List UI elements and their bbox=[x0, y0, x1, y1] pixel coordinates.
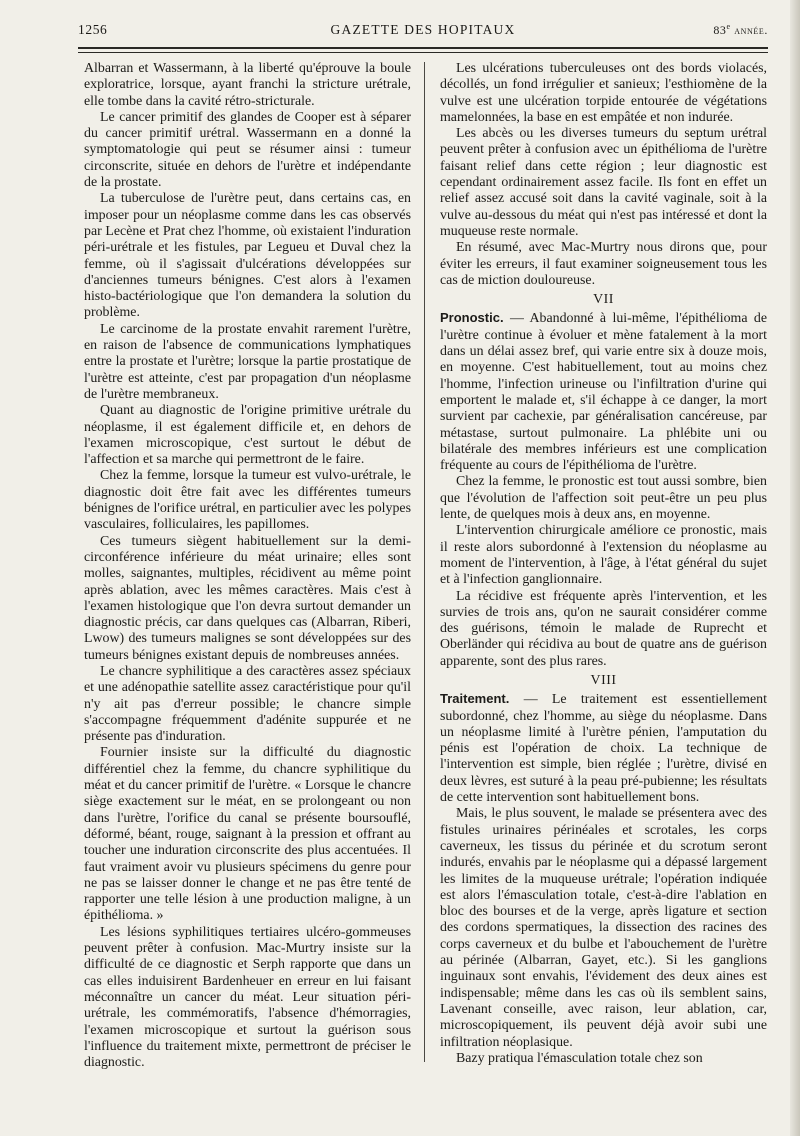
paragraph: L'intervention chirurgicale améliore ce pronostic, mais il reste alors subordonné à l'extension du néoplasme au moment de l'intervention, à l'âge, à l'état général du sujet et à l'infection ganglionnaire. bbox=[440, 523, 767, 588]
rubric-traitement: Traitement. bbox=[440, 691, 510, 707]
rubric-pronostic: Pronostic. bbox=[440, 310, 504, 326]
paragraph: Les abcès ou les diverses tumeurs du septum urétral peuvent prêter à confusion avec un épithélioma de l'urètre faisant relief dans cette région ; leur diagnostic est cependant ordinairement assez facile. Ils font en effet un relief assez accusé soit dans la cavité vaginale, soit à la vulve au-dessous du méat qui n'est pas intéressé et dont la muqueuse reste normale. bbox=[440, 126, 767, 239]
paragraph-text: — Abandonné à lui-même, l'épithélioma de l'urètre continue à évoluer et mène fatalement à la mort dans un délai assez bref, qui varie entre six à douze mois, en moyenne. C'est habituellement, tout au moins chez l'homme, l'infection urineuse ou l'infiltration d'urine qui emportent le malade et, s'il échappe à ce danger, la mort survient par cachexie, par généralisation cancéreuse, par métastase, surtout pulmonaire. La phlébite uni ou bilatérale des membres inférieurs est une complication fréquente au cours de l'épithélioma de l'urètre. bbox=[440, 311, 767, 474]
paragraph: Le cancer primitif des glandes de Cooper est à séparer du cancer primitif urétral. Wassermann en a donné la symptomatologie qui peut se résumer ainsi : tumeur circonscrite, située en dehors de l'urètre et indépendante de la prostate. bbox=[84, 109, 411, 191]
section-number-vii: VII bbox=[593, 292, 614, 308]
paragraph: Les lésions syphilitiques tertiaires ulcéro-gommeuses peuvent prêter à confusion. Mac-Murtry insiste sur la difficulté de ce diagnostic et Serph rapporte que dans un cas elles induisirent Bardenheuer en erreur en lui faisant méconnaître un cancer du méat. Leur situation péri-urétrale, les commémoratifs, l'absence d'hémorragies, l'examen microscopique et surtout la guérison sous l'influence du traitement mixte, permettront de préciser le diagnostic. bbox=[84, 924, 411, 1071]
paragraph: Fournier insiste sur la difficulté du diagnostic différentiel chez la femme, du chancre syphilitique du méat et du cancer primitif de l'urètre. « Lorsque le chancre siège exactement sur le méat, en se prolongeant ou non dans l'urètre, l'orifice du canal se présente boursouflé, déformé, béant, rouge, saignant à la pression et offrant au toucher une induration circonscrite des plus accentuées. Il faut vraiment avoir vu plusieurs spécimens du genre pour ne pas se laisser donner le change et ne pas être tenté de rapporter une telle lésion à une production maligne, à un épithélioma. » bbox=[84, 745, 411, 924]
paragraph: Albarran et Wassermann, à la liberté qu'éprouve la boule exploratrice, lorsque, ayant franchi la stricture urétrale, elle tombe dans la cavité rétro-stricturale. bbox=[84, 61, 411, 109]
paragraph: La tuberculose de l'urètre peut, dans certains cas, en imposer pour un néoplasme comme dans les cas observés par Lecène et Prat chez l'homme, où existaient l'induration péri-urétrale et les fistules, par Legueu et Duval chez la femme, où il s'agissait d'ulcérations développées sur d'anciennes tumeurs bénignes. C'est alors à l'examen histo-bactériologique que l'on demandera la solution du problème. bbox=[84, 191, 411, 321]
year-label bbox=[713, 22, 768, 38]
journal-title: GAZETTE DES HOPITAUX bbox=[330, 22, 516, 37]
running-header bbox=[78, 22, 768, 42]
section-vii-lead bbox=[440, 310, 767, 474]
year-number: 83 bbox=[713, 23, 727, 37]
paragraph: Bazy pratiqua l'émasculation totale chez son bbox=[456, 1050, 703, 1066]
column-divider bbox=[424, 62, 425, 1062]
section-viii-lead bbox=[440, 691, 767, 806]
section-number-viii: VIII bbox=[590, 672, 617, 688]
header-rule-thick bbox=[78, 47, 768, 49]
paragraph: Mais, le plus souvent, le malade se présentera avec des fistules urinaires périnéales et scrotales, les corps caverneux, les tissus du périnée et du scrotum seront indurés, envahis par le néoplasme qui a dépassé largement les limites de la muqueuse urétrale; l'opération indiquée est alors l'émasculation totale, c'est-à-dire l'ablation en bloc des bourses et de la verge, après ligature et section des cordons spermatiques, la dissection des racines des corps caverneux et du bulbe et l'abouchement de l'urètre au périnée (Albarran, Gayet, etc.). Si les ganglions inguinaux sont envahis, l'évidement des deux aines est indispensable; même dans les cas où ils semblent sains, Lavenant conseille, avec raison, leur ablation, car, microscopiquement, ils peuvent déjà avoir subi une infiltration néoplasique. bbox=[440, 806, 767, 1050]
page-number: 1256 bbox=[78, 22, 108, 37]
paragraph: En résumé, avec Mac-Murtry nous dirons que, pour éviter les erreurs, il faut examiner soigneusement tous les cas de miction douloureuse. bbox=[440, 240, 767, 288]
paragraph: Chez la femme, lorsque la tumeur est vulvo-urétrale, le diagnostic doit être fait avec les différentes tumeurs bénignes de l'orifice urétral, en particulier avec les polypes vasculaires, folliculaires, les papillomes. bbox=[84, 468, 411, 533]
year-suffix: e bbox=[726, 22, 731, 31]
paragraph: Les ulcérations tuberculeuses ont des bords violacés, décollés, un fond irrégulier et sanieux; l'esthiomène de la vulve est une ulcération torpide entourée de végétations mamelonnées, la base en est empâtée et non indurée. bbox=[440, 61, 767, 125]
paragraph: Le chancre syphilitique a des caractères assez spéciaux et une adénopathie satellite assez caractéristique pour qu'il n'y ait pas d'erreur possible; le chancre simple s'accompagne fréquemment d'adénite suppurée et ne présente pas d'induration. bbox=[84, 663, 411, 745]
left-column bbox=[84, 61, 411, 1071]
paragraph-text: — Le traitement est essentiellement subordonné, chez l'homme, au siège du néoplasme. Dans un néoplasme limité à l'urètre pénien, l'amputation du pénis est l'opération de choix. La technique de l'intervention est simple, bien réglée ; l'urètre, divisé en deux lèvres, est suturé à la peau pré-pubienne; les résultats de cette intervention sont habituellement bons. bbox=[440, 692, 767, 806]
paragraph: La récidive est fréquente après l'intervention, et les survies de trois ans, qu'on ne saurait considérer comme des guérisons, témoin le malade de Ruprecht et Oberländer qui récidiva au bout de quatre ans de guérison apparente, sont des plus rares. bbox=[440, 588, 767, 669]
year-word: année. bbox=[734, 23, 768, 37]
paragraph: Chez la femme, le pronostic est tout aussi sombre, bien que l'évolution de l'affection soit peut-être un peu plus lente, de quelques mois à deux ans, en moyenne. bbox=[440, 474, 767, 523]
header-rule-thin bbox=[78, 52, 768, 53]
paragraph: Ces tumeurs siègent habituellement sur la demi-circonférence inférieure du méat urinaire; elles sont molles, saignantes, multiples, récidivent au même point après ablation, avec les mêmes caractères. Mais c'est à l'examen histologique que l'on devra surtout demander un diagnostic précis, car dans quelques cas (Albarran, Riberi, Lwow) des tumeurs malignes se sont développées sur des tumeurs bénignes existant depuis de nombreuses années. bbox=[84, 533, 411, 663]
paragraph: Le carcinome de la prostate envahit rarement l'urètre, en raison de l'absence de communications lymphatiques entre la prostate et l'urètre; lorsque la partie prostatique de l'urètre est atteinte, c'est par propagation d'un néoplasme de l'urètre membraneux. bbox=[84, 321, 411, 402]
page-edge-shadow bbox=[790, 0, 800, 1136]
right-column bbox=[440, 61, 767, 1067]
paragraph: Quant au diagnostic de l'origine primitive urétrale du néoplasme, il est également difficile et, en dehors de l'examen microscopique, c'est surtout le début de l'affection et sa marche qui permettront de le faire. bbox=[84, 403, 411, 468]
